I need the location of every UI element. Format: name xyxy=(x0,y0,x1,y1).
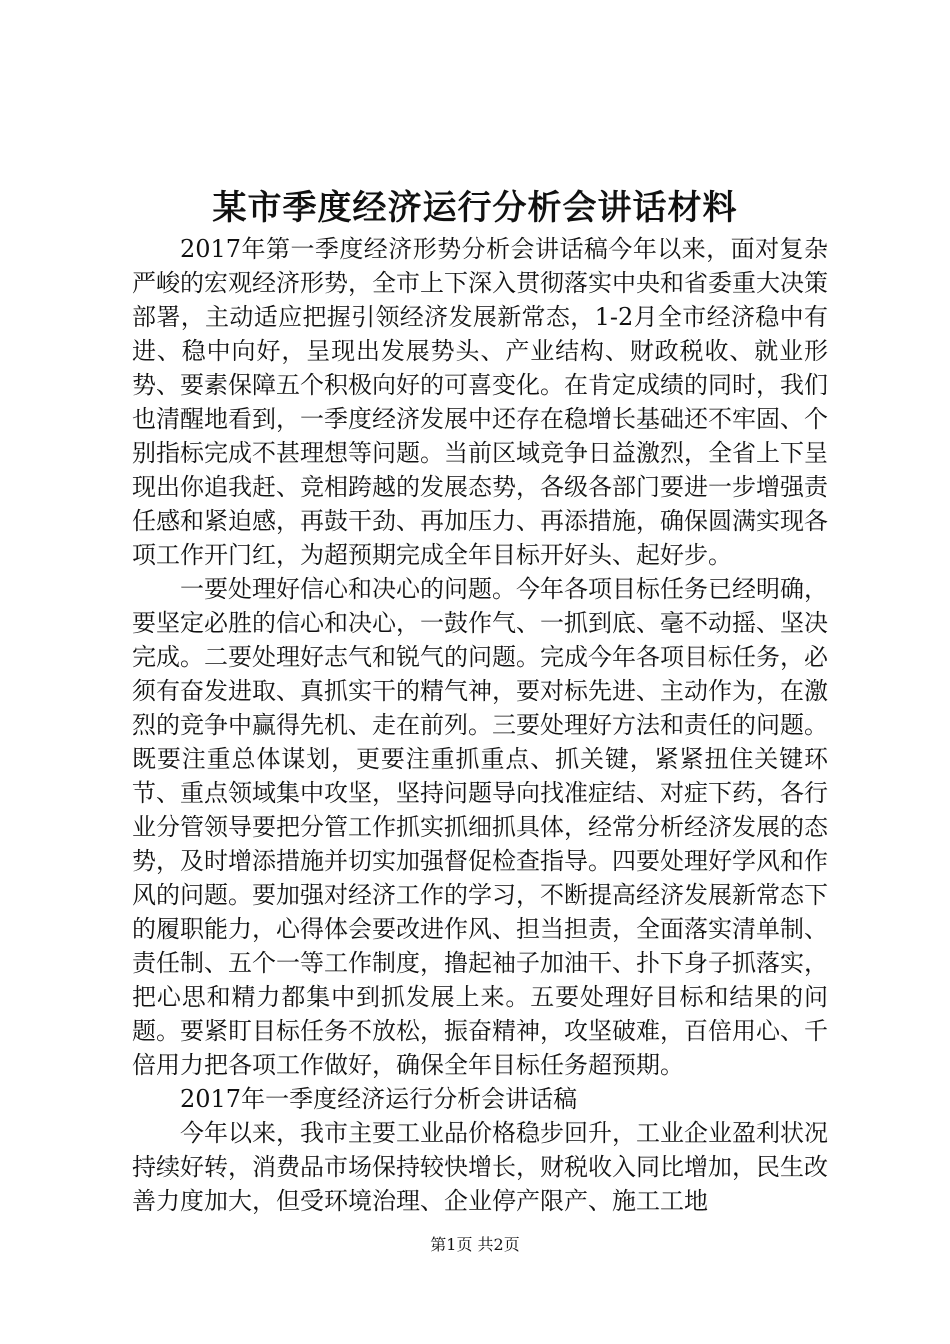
paragraph-five-requirements: 一要处理好信心和决心的问题。今年各项目标任务已经明确，要坚定必胜的信心和决心，一鼓作气、一抓到底、毫不动摇、坚决完成。二要处理好志气和锐气的问题。完成今年各项目标任务，必须有奋发进取、真抓实干的精气神，要对标先进、主动作为，在激烈的竞争中赢得先机、走在前列。三要处理好方法和责任的问题。既要注重总体谋划，更要注重抓重点、抓关键，紧紧扭住关键环节、重点领域集中攻坚，坚持问题导向找准症结、对症下药，各行业分管领导要把分管工作抓实抓细抓具体，经常分析经济发展的态势，及时增添措施并切实加强督促检查指导。四要处理好学风和作风的问题。要加强对经济工作的学习，不断提高经济发展新常态下的履职能力，心得体会要改进作风、担当担责，全面落实清单制、责任制、五个一等工作制度，撸起袖子加油干、扑下身子抓落实，把心思和精力都集中到抓发展上来。五要处理好目标和结果的问题。要紧盯目标任务不放松，振奋精神，攻坚破难，百倍用心、千倍用力把各项工作做好，确保全年目标任务超预期。 xyxy=(132,575,828,1079)
section-subheading: 2017年一季度经济运行分析会讲话稿 xyxy=(180,1085,578,1113)
page-number-footer: 第1页 共2页 xyxy=(430,1235,520,1254)
paragraph-section-start: 今年以来，我市主要工业品价格稳步回升，工业企业盈利状况持续好转，消费品市场保持较快增长，财税收入同比增加，民生改善力度加大，但受环境治理、企业停产限产、施工工地 xyxy=(132,1119,828,1215)
paragraph-intro: 2017年第一季度经济形势分析会讲话稿今年以来，面对复杂严峻的宏观经济形势，全市上下深入贯彻落实中央和省委重大决策部署，主动适应把握引领经济发展新常态，1-2月全市经济稳中有进、稳中向好，呈现出发展势头、产业结构、财政税收、就业形势、要素保障五个积极向好的可喜变化。在肯定成绩的同时，我们也清醒地看到，一季度经济发展中还存在稳增长基础还不牢固、个别指标完成不甚理想等问题。当前区域竞争日益激烈，全省上下呈现出你追我赶、竞相跨越的发展态势，各级各部门要进一步增强责任感和紧迫感，再鼓干劲、再加压力、再添措施，确保圆满实现各项工作开门红，为超预期完成全年目标开好头、起好步。 xyxy=(132,235,828,569)
document-title: 某市季度经济运行分析会讲话材料 xyxy=(212,188,738,228)
document-body xyxy=(132,232,828,1218)
